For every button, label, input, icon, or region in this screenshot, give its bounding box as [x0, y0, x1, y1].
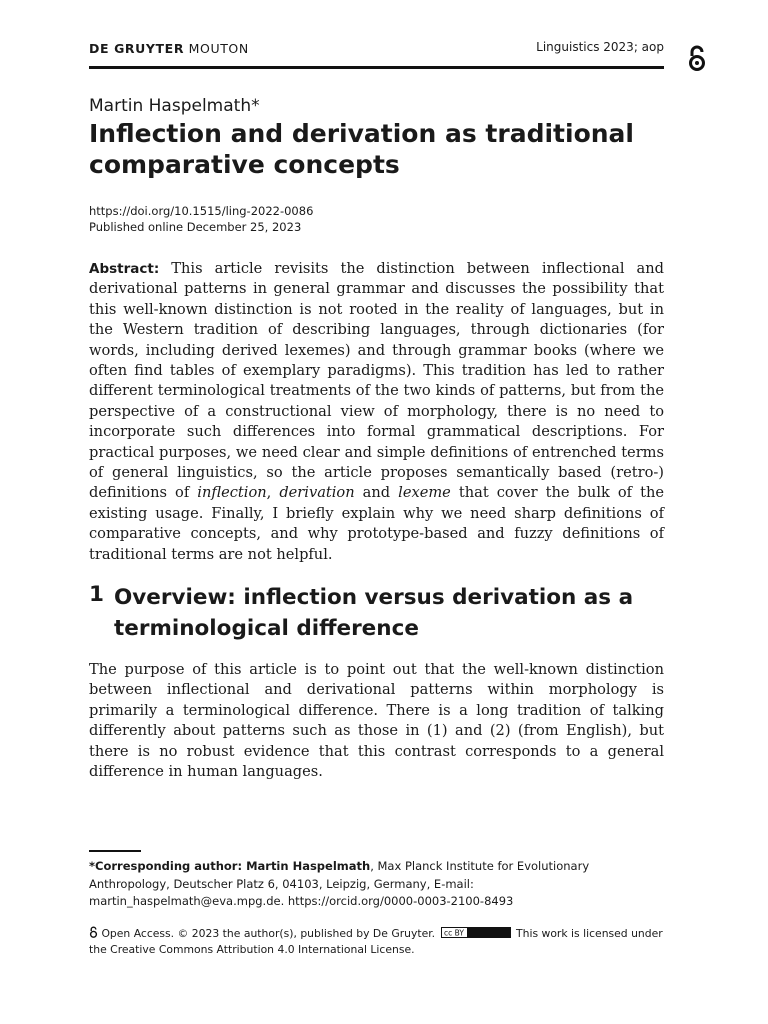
abstract-text: This article revisits the distinction between inflectional and derivational patterns in general grammar and discusses the possibility that this well-known distinction is not rooted in the reality of languages, but in the Western tradition of describing languages, through dictionaries (for words, including derived lexemes) and through grammar books (where we often find tables of exemplary paradigms). This tradition has led to rather different terminological treatments of the two kinds of patterns, but from the perspective of a constructional view of morphology, there is no need to incorporate such differences into formal grammatical descriptions. For practical purposes, we need clear and simple definitions of entrenched terms of general linguistics, so the article proposes semantically based (retro-) definitions of: [89, 260, 665, 502]
abstract-label: Abstract:: [89, 261, 160, 277]
term-derivation: derivation: [279, 484, 355, 502]
publisher-imprint: MOUTON: [188, 41, 249, 56]
abstract-text-continued: that cover the bulk of the existing usage. Finally, I briefly explain why we need sharp definitions of comparative concepts, and why prototype-based and fuzzy definitions of traditional terms are not helpful.: [89, 484, 665, 563]
cc-by-badge: [441, 927, 511, 938]
license-text-continued: This work is licensed under the Creative Commons Attribution 4.0 International License.: [89, 927, 663, 956]
publisher-logo: [89, 41, 249, 56]
article-meta: [89, 203, 313, 235]
open-access-icon: [686, 44, 708, 72]
footnote-text: , Max Planck Institute for Evolutionary Anthropology, Deutscher Platz 6, 04103, Leipzig, Germany, E-mail: martin_haspelmath@eva.mpg.de. https://orcid.org/0000-0003-2100-8493: [89, 859, 590, 908]
footnote-label: *Corresponding author: Martin Haspelmath: [89, 859, 371, 873]
publisher-name: DE GRUYTER: [89, 41, 185, 56]
published-date: Published online December 25, 2023: [89, 220, 302, 234]
body-paragraph: The purpose of this article is to point out that the well-known distinction between inflectional and derivational patterns within morphology is primarily a terminological difference. There is a long tradition of talking differently about patterns such as those in (1) and (2) (from English), but there is no robust evidence that this contrast corresponds to a general difference in human languages.: [89, 661, 664, 781]
term-inflection: inflection: [197, 484, 267, 502]
open-access-small-icon: [89, 926, 98, 938]
author-name: Martin Haspelmath*: [89, 96, 260, 116]
footnote-rule: [89, 850, 141, 852]
cc-badge-label: cc BY: [443, 928, 464, 938]
term-lexeme: lexeme: [398, 484, 451, 502]
abstract: [89, 259, 664, 565]
license-text: Open Access. © 2023 the author(s), published by De Gruyter.: [101, 927, 436, 940]
section-number: 1: [89, 582, 104, 607]
abstract-separator: ,: [266, 484, 280, 502]
header-rule: [89, 66, 664, 69]
corresponding-author-footnote: [89, 858, 669, 911]
section-title: Overview: inflection versus derivation as a terminological difference: [114, 585, 634, 641]
doi-link[interactable]: https://doi.org/10.1515/ling-2022-0086: [89, 204, 314, 218]
license-notice: [89, 926, 679, 957]
journal-reference: Linguistics 2023; aop: [536, 40, 664, 54]
abstract-separator: and: [354, 484, 399, 502]
article-title: Inflection and derivation as traditional comparative concepts: [89, 119, 634, 179]
